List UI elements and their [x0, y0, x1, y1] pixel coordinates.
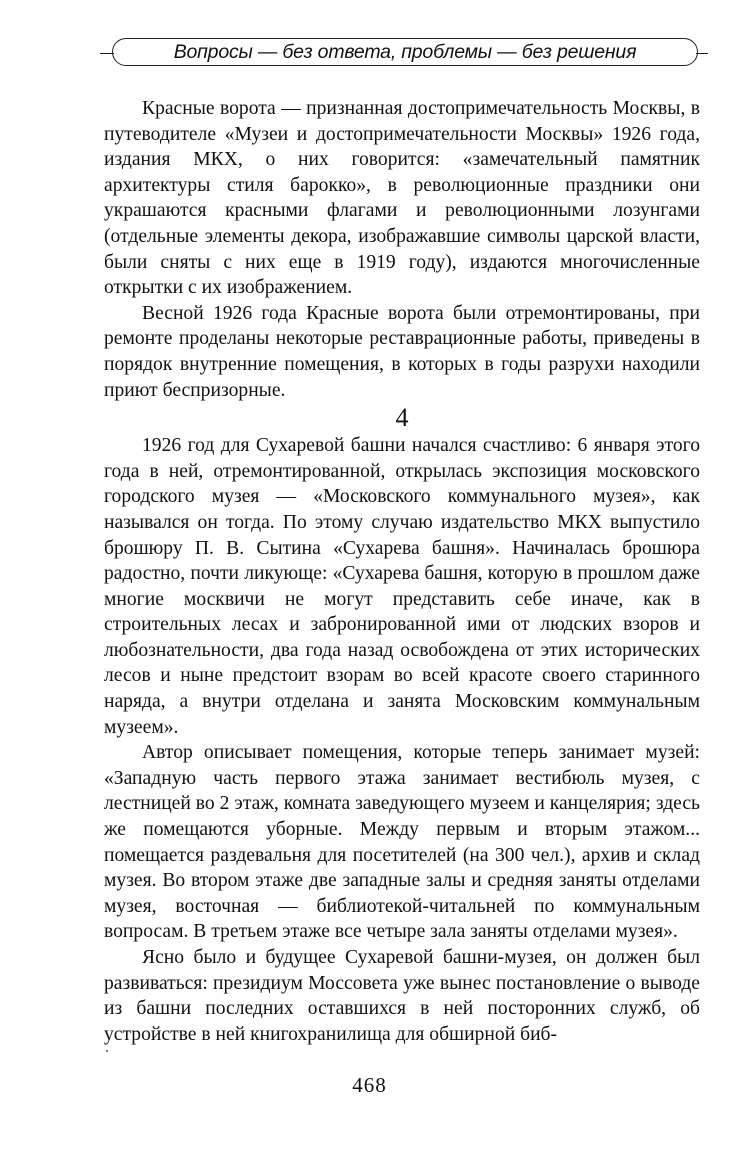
running-title: Вопросы — без ответа, проблемы — без решения	[112, 38, 698, 66]
page-number: 468	[352, 1073, 387, 1097]
paragraph: 1926 год для Сухаревой башни начался счастливо: 6 января этого года в ней, отремонтированной, открылась экспозиция московского городского музея — «Московского коммунального музея», как назывался он тогда. По этому случаю издательство МКХ выпустило брошюру П. В. Сытина «Сухарева башня». Начиналась брошюра радостно, почти ликующе: «Сухарева башня, которую в прошлом даже многие москвичи не могут представить себе иначе, как в строительных лесах и забронированной ими от людских взоров и любознательности, два года назад освобождена от этих исторических лесов и ныне предстоит взорам во всей красоте своего старинного наряда, а внутри отделана и занята Московским коммунальным музеем».	[104, 435, 700, 738]
paragraph: Весной 1926 года Красные ворота были отремонтированы, при ремонте проделаны некоторые реставрационные работы, приведены в порядок внутренние помещения, в которых в годы разрухи находили приют беспризорные.	[104, 302, 700, 401]
paragraph: Автор описывает помещения, которые теперь занимает музей: «Западную часть первого этажа занимает вестибюль музея, с лестницей во 2 этаж, комната заведующего музеем и канцелярия; здесь же помещаются уборные. Между первым и вторым этажом... помещается раздевальня для посетителей (на 300 чел.), архив и склад музея. Во втором этаже две западные залы и средняя заняты отделами музея, восточная — библиотекой-читальней по коммунальным вопросам. В третьем этаже все четыре зала заняты отделами музея».	[104, 742, 700, 943]
section-number: 4	[395, 403, 409, 433]
running-header	[100, 38, 708, 68]
print-speck	[106, 1050, 108, 1052]
paragraph: Красные ворота — признанная достопримечательность Москвы, в путеводителе «Музеи и достопримечательности Москвы» 1926 года, издания МКХ, о них говорится: «замечательный памятник архитектуры стиля барокко», в революционные праздники они украшаются красными флагами и революционными лозунгами (отдельные элементы декора, изображавшие символы царской власти, были сняты с них еще в 1919 году), издаются многочисленные открытки с их изображением.	[104, 98, 700, 299]
header-rule-right	[696, 53, 708, 54]
paragraph: Ясно было и будущее Сухаревой башни-музея, он должен был развиваться: президиум Моссовета уже вынес постановление о выводе из башни последних оставшихся в ней посторонних служб, об устройстве в ней книгохранилища для обширной биб-	[104, 947, 700, 1045]
page-body	[104, 96, 700, 1047]
